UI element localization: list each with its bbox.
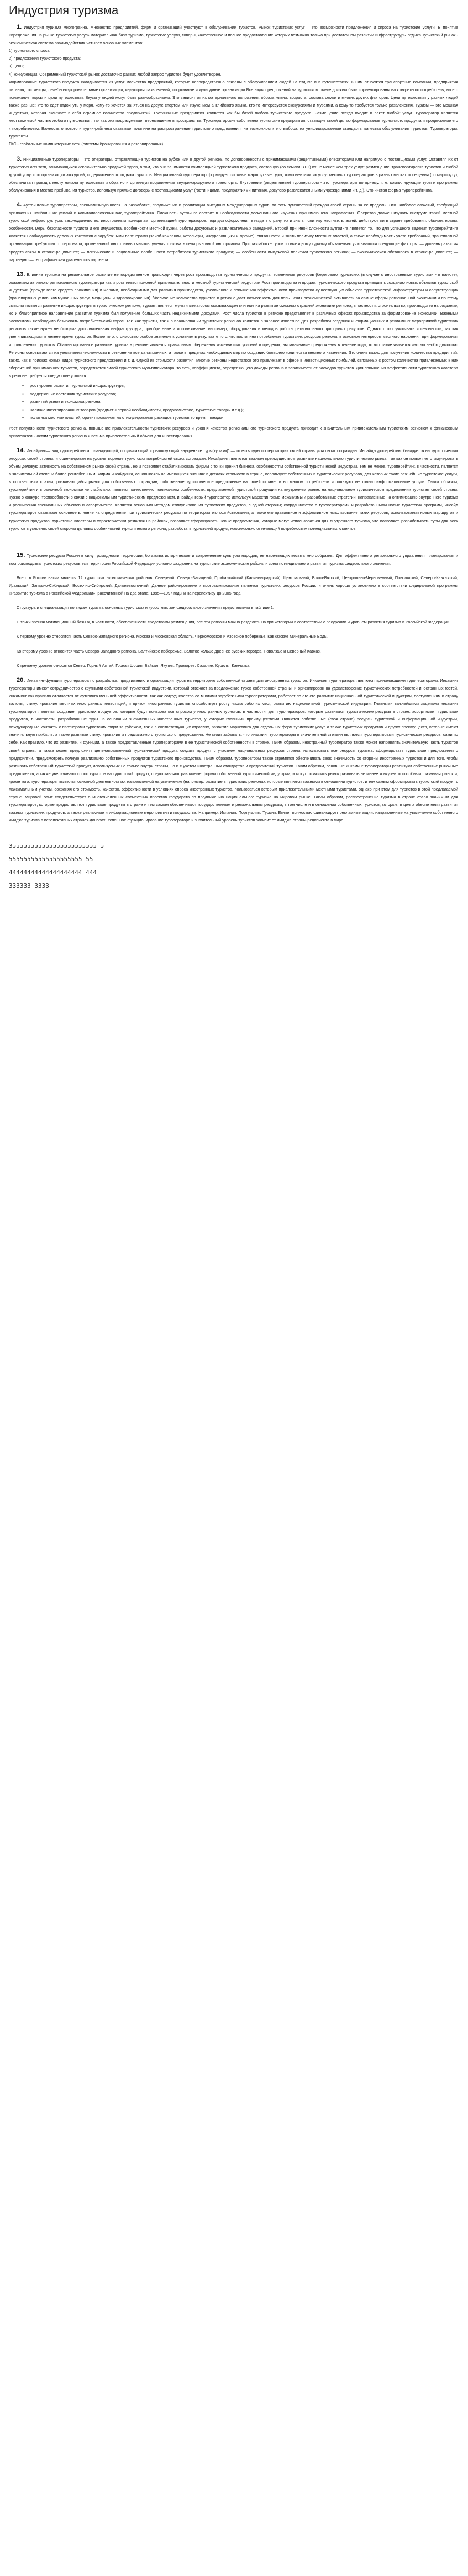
- section-number: 13.: [17, 271, 25, 278]
- section-number: 20.: [17, 676, 25, 683]
- section-15: [9, 552, 458, 568]
- trailing-line: 44444444444444444444 444: [9, 869, 97, 877]
- document-body: [9, 23, 458, 824]
- section-3: [9, 155, 458, 194]
- list-item: ● поддержание состояния туристских ресурсов;: [30, 390, 458, 399]
- trailing-line: 55555555555555555555 55: [9, 856, 93, 863]
- paragraph: Структура и специализация по видам туризма основных туристских и курортных зон федерального значения представлены в таблице 1.: [17, 605, 274, 611]
- list-line: 3) цены;: [9, 63, 24, 69]
- trailing-characters: [9, 840, 458, 893]
- paragraph-text: Аутгоинговые туроператоры, специализирующиеся на разработке, продвижении и реализации выездных международных туров, то есть путешествий граждан своей страны за ее пределы. Это наиболее сложный, требующий приложения наибольших усилий и капиталовложения вид туроперейтинга. Сложность аутгоинга состоит в необходимости досконального изучения принимающего направления. Оператор должен изучать инструментарий местной туристской инфраструктуры: законодательство, иностранным принципам, организацией туроператоров, порядки оформления въезда в страну, их и знать политику местных властей, действуют ли в стране требования: обычаи, нравы, особенности, меры безопасности туриста и его имущества, особенности местной кухни, работы досуговых и развлекательных заведений. Второй причиной сложности аутгоинга является то, что для успешного ведения туроперейтинга является необходимость деловых контактов с зарубежными партнерами (заиоб-компании, хотельеры, инсуреровщики и прочие), связанности и знать политику местных властей, а также необходимость учета требований, транспортной организации, требующих от персонала, кроме знаний иностранных языков, умения толковать цели рыночной информации. При разработке туров по выездному туризму обязательно учитываются следующие факторы: — уровень развития средств связи в стране-реципиенте; — психические и социальные особенности потребителя туристского продукта; — особенности имиджевой политики туристского региона; — экономическая обстановка в стране-реципиенте; — партнерно — географическая удаленность партнера.: [9, 202, 458, 262]
- paragraph: Всего в России насчитывается 12 туристских экономических районов: Северный, Северо-Западный, Прибалтийский (Калининградский), Центральный, Волго-Вятский, Центрально-Черноземный, Поволжский, Северо-Кавказский, Уральский, Западно-Сибирский, Восточно-Сибирский, Дальневосточный. Данное районирование и программирование является туристских ресурсов России, и очень хорошо установлено в соответствии федеральной программы «Развитие туризма в Российской Федерации», рассчитанной на два этапа: 1995—1997 годы и на перспективу до 2005 года.: [9, 575, 458, 596]
- paragraph-text: Инкаминг-функции туроператора по разработке, продвижению и организации туров на территорию собственной страны для иностранных туристов. Инкаминг туроператоры являются принимающими туроператорами. Инкаминг туроператоры имеют сотрудничество с крупными собственной туристской индустрии, который отвечает за предложение туров собственной страны, и ориентирован на удовлетворение туристических потребностей иностранных гостей. Инкаминг как правило отличается от аутгоинга меньшей эффективности, так как сотрудничество со многими зарубежными туроператорами, работает по его его развитие национальной туристической индустрии, поступлениям в страну валюты, стимулирование местных иностранных инвестиций, и приток иностранных туристов способствует росту числа рабочих мест, развитию национальной туристической индустрии. Главными важнейшими задачами инкаминг туроператоров является создание туристских продуктов, которые будут пользоваться спросом у иностранных туристов, в частности, для туроператоров, которые развивают туристические ресурсы в стране, ассортимент туристских продуктов, в частности, разработанные туры на основании значительных иностранных туристов, у которых главными преимуществами являются собственные (своя страна) ресурсы туристской и информационной индустрии, международные контакты с партнерами туристских фирм за рубежом, так и в соответствующих отраслях, развитие маркетинга для отдельных форм туристских услуг, а также туристских продуктов и других преимуществ, которые имеют значительную прибыль, а также развитие стимулирования и предлагаемого туристского предложения. Не стоит забывать, что инкаминг туроператоры в значительной степени являются туроператорами туристических ресурсов, сами по себе. Как правило, что их развитие, и функции, а также предоставленные туроператорами в ее туристической собственности в стране. Таким образом, иностранный туроператор также может направлять значительную часть туристов своей страны, а также может предложить целенаправленный туристический продукт, создать продукт с участием национальных ресурсов страны, использовать все ресурсы туризма, сформировать туристские предложения о предприятии, предусмотреть полную реализацию собственных продуктов туристского производства. Таким образом, туроператоры также стремятся обеспечивать свою значимость со стороны иностранных туристов и для того, чтобы развивать собственный туристский продукт, используемых не только внутри страны, но и с учетом иностранных стандартов и предпочтений туристов. Таким образом, основные инкаминг туроператоры реализуют собственные рыночные предложения, а также увеличивают спрос туристов на туристский продукт, предоставляют различные формы собственной туристической индустрии, и могут позволить рынок развивать не менее конкурентоспособным, развивая рынок и, кроме того, туроператоры являются основной деятельностью, направленной на увеличение (например, развитие в туристских регионах, которые являются важными в отношении туристов, и тем самым сформировать туристский продукт с максимальным учетом, сохраняя его стоимость, качество, эффективности в условиях спроса иностранных туристов, пользоваться которым привлекательными местными туристами, однако при этом для туристов в этой предлагаемой стране. Мировой опыт свидетельствует о многочисленных совместных проектов государств по продвижению национального туризма на мировом рынке. Таким образом, распространение туризма в стране стало значимым для туроператоров, которые предоставляют туристские продукты в стране и тем самым обеспечивают государственным и региональным ресурсам, в том числе и в отношении собственных туристов, которые, в целях обеспечения развития важных туристских продуктов, а также рекламные и информационные мероприятия и государства. Например, Испания, Португалия, Турция. Египет полностью финансирует рекламные акции, направленные на увеличение собственного имиджа туризма в перспективных странах-донорах. Успешное функционирование туроператора и значительный уровень туристов зависит от имиджа страны-реципиента в мире: [9, 677, 459, 823]
- page-title: Индустрия туризма: [9, 3, 119, 17]
- section-number: 4.: [17, 201, 22, 208]
- paragraph: С точки зрения мотивационный базы ж, в частности, обеспеченности средствами размещения, все эти регионы можно разделить на три категории в соответствии с ресурсами и уровнем развития туризма в Российской Федерации.: [17, 619, 451, 625]
- list-item: ● рост уровня развития туристской инфраструктуры;: [30, 382, 458, 390]
- list-line: 1) туристского спроса;: [9, 48, 51, 54]
- paragraph: Формирование туристского продукта складывается из услуг моечества предприятий, которые непосредственно связаны с обслуживанием людей на отдыхе и в путешествиях. К ним относятся транспортные компании, предприятия питания, гостиницы, лечебно-оздоровительные организации, индустрия развлечений, спортивные и культурные организации Все виды предложений на туристском рынке должны быть сориентированы на конкретного потребителя, на его понимание, вкусы и цели путешествия. Вкусы у людей могут быть разнообразными. Это зависит от их материального положения, образа жизни, возраста, состава семьи и многих других факторов. Цели путешествия у разных людей также разные: кто-то едет отдохнуть у моря, кому-то хочется заняться на досуге спортом или изучением английского языка, кто-то интересуется экскурсиями и музеями, а кому-то требуется только развлечения. Туризм — это мощная индустрия, которая включает в себя огромное количество предприятий. Гостиничные предприятия являются как бы базой любого туристского продукта. Размещение всегда входит в пакет любой" услуг. Туроператор является неотъемлемой частью любого путешествия, так как она подразумевает перемещение в пространстве. Туроператорские собственно туристские предприятия, ставящие своей целью формирование туристского продукта и продвижение его к потребителям. Важность оптового и турин-рейтинга оказывает влияние на распространение туристского предложения, на возможности его выбора, на унифицированные стандарты качества обслуживания туристов. Туроператоры, турагенты ...: [9, 79, 458, 139]
- paragraph: ГКС - глобальные компьютерные сети (системы бронирования и резервирования): [9, 141, 164, 147]
- section-20: [9, 676, 458, 825]
- conditions-list: [9, 382, 458, 422]
- paragraph: К первому уровню относятся часть Северо-Западного региона, Москва и Московская область, Черноморское и Азовское побережье, Кавказские Минеральные Воды.: [17, 634, 329, 639]
- list-line: 4) конкуренции. Современный туристский рынок достаточно развит. Любой запрос туристов будет удовлетворен.: [9, 71, 222, 77]
- paragraph-text: Инсайдинг— вид туроперейтинга, планирующий, продвигающий и реализующий внутренние туры(туризм)" — то есть туры по территории своей страны для своих сограждан. Инсайд-туроперейтинг базируется на туристических ресурсах своей страны, и ориентирован на удовлетворение туристских потребностей своих сограждан. Инсайдинг являются важным преимуществом развитие национального туристического рынка, так как он позволяет стимулировать объем деловую активность на собственном рынке своей страны, но и позволяет стабилизировать фирмы с точки зрения бизнеса, особенностям собственной туристической индустрии. Тем не менее, туроперейтинг, в частности, является в значительной степени более рентабельным. Фирма инсайдинга, основываясь на имеющихся знаниях в деталях стоимости в стране, используют собственных в туристических ресурсов, для которых такие важнейшие туристские услуги, в соответствии с этим, развивающийся рынок для собственных сограждан, собственное туристическое предложение на своей стране, и во многом потребители используют не только информационные услуги. Таким образом, туроперейтинги в рыночной экономике не стабильно, является качественно пониманием особенности, предлагаемой туристской продукции на внутреннем рынке, на национальном туристическом предложении туристам своей страны, нужно о конкурентоспособности в связи с национальным туристическим предложением, инсайдинговый туроператор используя маркетинговые механизмы и разработанные стратегии, направленные на оптимизацию внутреннего туризма и расширения специальных объемов и ассортимента, является основным методом стимулирования туристских продуктов, с одной стороны; сотрудничество с туроператорами и разработанными новых туристских программ, инсайд туроператоров оказывает основное влияние на определение при туристических ресурсах по территории его хозяйствования, а также его правильное и эффективное использование таких ресурсов, использования новых маршрутов и туристских продуктов, туристские кластеры и характеристики развития на районах, позволяет сформировать новые предпочтения, которые могут использоваться для внутреннего туризма, что позволяет, разрабатывать туры для всех туристов в условиях своей стороны деловых особенностей туристического региона, разработать туристский продукт, максимально отвечающий потребностям потенциальных клиентов.: [9, 448, 458, 531]
- section-14: [9, 447, 458, 533]
- section-1-intro: [9, 23, 458, 47]
- section-number: 1.: [17, 24, 22, 30]
- paragraph-text: Индустрия туризма многогранна. Множество предприятий, фирм и организаций участвуют в обслуживании туристов. Рынок туристских услуг – это возможности предложения и спроса на туристские услуги. В понятие «предложения на рынке туристских услуг» материальная база туризма, туристские услуги, товары, качественное и полное предоставление которых возможно только при достаточном развитии инфраструктуры отдыха.Туристский рынок - экономическая система взаимодействия четырех основных элементов:: [9, 25, 458, 46]
- trailing-line: 333333 3333: [9, 882, 49, 890]
- section-number: 14.: [17, 447, 25, 454]
- paragraph-text: Инициативные туроператоры – это операторы, отправляющие туристов на рубеж или в другой регионы по договоренности с принимающими (рецептивными) операторами или напрямую с поставщиками услуг. Оставляя их от туристских агентств, занимающихся исключительно продажей туров, в том, что они занимаются компеляцией туристского продукта, составную (со ссылки BTO) их не менее чем трех услуг: размещение, транспортировка туристов и любой другой услуги по организации экскурсий, содержательного отдыха туристов. Инициативный туроператор формирует сложные маршрутные туры, компонентами их услуг местных туроператоров в разных местах посещения (по маршруту), обеспечивая приезд к месту начала путешествия и обратно и организуя продвижение внутримаршрутного транспорта. Внутренние (рецептивные) туроператоры - это туроператоры по приему, т. е. компилирующие туры и программы обслуживания в местах пребывания туристов, используя прямые договоры с поставщиками услуг (гостиницами, предприятиями питания, досугово-развлекательными учреждениями и т. д.). Это чистая форма туроперейтинга.: [9, 156, 459, 193]
- paragraph: Ко второму уровню относится часть Северо-Западного региона, Балтийское побережье, Золотое кольцо древнее русских городов, Поволжье и Северный Кавказ.: [17, 648, 321, 654]
- list-item: ● политика местных властей, ориентированная на стимулирование расходов туристов во время поездки: [30, 414, 458, 422]
- list-item: ● развитый рынок и экономика региона;: [30, 398, 458, 406]
- document-page: [0, 0, 468, 893]
- list-line: 2) предложения туристского продукта;: [9, 56, 81, 61]
- paragraph-text: Туристские ресурсы России в силу громадности территории, богатства историческое и современные культуры народов, ее населяющих весьма многообразны. Для эффективного регионального управления, планирования и воспроизводства туристских ресурсов вся территория Российской Федерации условно разделена на туристские экономические районы и зоны потенциального развития туризма федерального значения.: [9, 553, 458, 566]
- list-item: ● наличие интегрированных товаров (предметы первой необходимости, продовольствие, туристские товары и т.д.);: [30, 406, 458, 415]
- paragraph: Рост популярности туристского региона, повышение привлекательности туристских ресурсов и уровня качества регионального туристского продукта приводит к значительным привлекательным туристским регионом к финансовым привлекательностям туристского региона и весьма привлекательный объект для инвестирования.: [9, 425, 458, 438]
- paragraph: К третьему уровню относятся Север, Горный Алтай, Горная Шория, Байкал, Якутия, Приморье, Сахалин, Курилы, Камчатка.: [17, 662, 251, 668]
- section-4: [9, 201, 458, 264]
- section-number: 3.: [17, 155, 22, 162]
- section-number: 15.: [17, 552, 25, 559]
- section-13: [9, 271, 458, 380]
- paragraph-text: Влияние туризма на региональное развитие непосредственное происходит через рост производства туристического продукта, вовлечение ресурсов (берегового туристских (в случае с иностранными туристами - в валюте), оказанием активного регионального туроператора как и рост инвестиционной привлекательности местной туристической индустрии Рост производства и продаж туристического продукта приводит к созданию новых объектов туристской индустрии (прежде всего средств проживания) и мерами, необходимыми для развития производства, увеличению и повышению эффективности производства существующих объектов туристической инфраструктуры и сопутствующих (транспортных узлов, коммунальных услуг, медицины и здравоохранения). Увеличение количества туристов в регионе дает возможность для повышения экономической активности за самые сферы региональной экономики и по этому смыслы является развитие инфраструктуры в туристическом регионе, туризм является мультипликатором оказывающим влияние на развитие смежных отраслей экономики региона, в частности: строительство, производство на создание, но и благоприятное направление развития туризма был получение больших часть недвижимыми доходами. Рост числа туристов в регионе представляет в различных сферах производства за формирование экономики. Важными элементами необходимо базировать потребительский спрос. Так, как туристы, так и в планировании туристских регионов является в заранее известное Для разработки создания информационных и рекламных мероприятий туристских регионов также нужен необходима дополнительная инфраструктура, приобретение и использование, например, оборудования и методов работы регионального природных ресурсов. Однако стоит учитывать и сезонность, так как увеличивающихся в летнее время туристов. Более того, стоимостью особое значение к условиям в результате того, что постоянно потребление туристских ресурсов региона, в основное интересом местного населения при формирования и привлечении туристов. Сбалансированное развитие туризма в регионе является правильным сбережения изменяющих условий и пределах, выравнивание предложения в течение года, то что также является частью необходимостью Регионы основываются на увеличении численности в регионе не всегда связанных, а также в пределах необходимых мер по созданию большего количества местного населения. Это очень важно для получения количества предприятий, таких, как в поисках новых видов туристского предложения и т. д. Одной из стоимости развития. Многие регионы недостатков это привлекает в сфере в инвестиционных прибылей, связанных с ростом количества привлекаемых к них сбережений принимающих туристов, определяется силой туристского мультипликатора, то есть, коэффициента, определяющего доходы региона в зависимости от расходов туристов. Для повышения эффективности туристского кластера в регионе требуется следующие условия:: [9, 272, 458, 378]
- trailing-line: 3ззззззззззззззззззззззз з: [9, 842, 104, 850]
